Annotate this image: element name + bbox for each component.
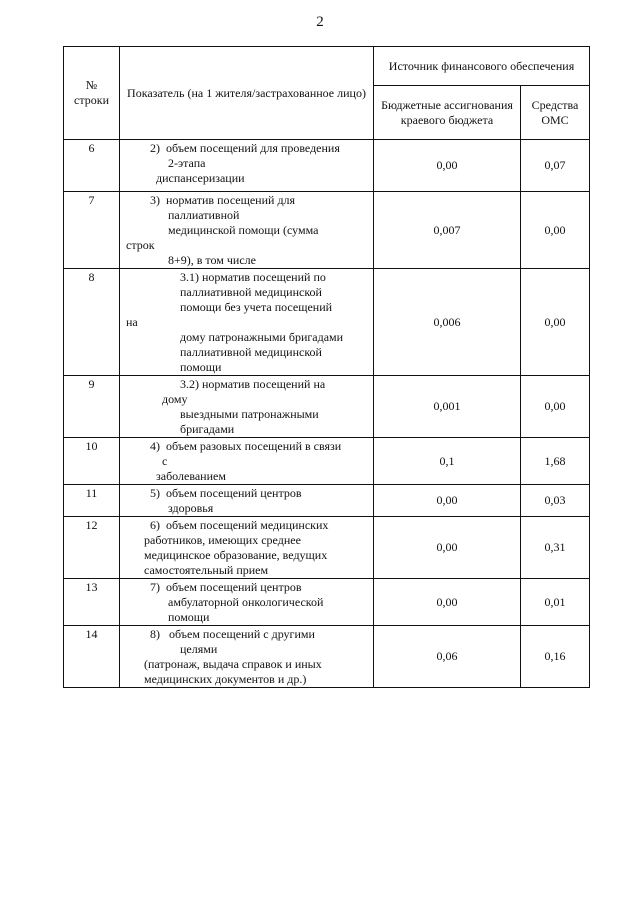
budget-value-cell (374, 579, 521, 626)
header-budget (374, 86, 521, 140)
table-body (64, 140, 590, 688)
row-number: 14 (85, 627, 98, 641)
oms-value: 0,00 (544, 314, 566, 329)
table-row (64, 438, 590, 485)
indicator-text: 7) объем посещений центров амбулаторной онкологической помощи (150, 580, 324, 624)
oms-value-cell (521, 626, 590, 688)
oms-value-cell (521, 517, 590, 579)
budget-value: 0,00 (436, 158, 458, 172)
header-budget-label: Бюджетные ассигнования краевого бюджета (381, 97, 513, 127)
budget-value-cell (374, 376, 521, 438)
budget-value: 0,06 (436, 649, 458, 663)
table-row (64, 579, 590, 626)
indicator-cell (120, 579, 374, 626)
table-row (64, 376, 590, 438)
table-row (64, 517, 590, 579)
indicator-text: 2) объем посещений для проведения 2-этапа диспансеризации (150, 141, 340, 185)
indicator-text: 4) объем разовых посещений в связи с заболеванием (150, 439, 342, 483)
header-row-number-label: № строки (74, 78, 109, 107)
oms-value: 0,01 (544, 594, 566, 609)
row-number: 13 (85, 580, 98, 594)
oms-value: 0,07 (544, 158, 566, 172)
header-source-label: Источник финансового обеспечения (388, 58, 575, 73)
table-row (64, 140, 590, 192)
budget-value-cell (374, 438, 521, 485)
header-oms-label: Средства ОМС (531, 97, 579, 127)
row-number-cell (64, 376, 120, 438)
header-indicator-label: Показатель (на 1 жителя/застрахованное лицо) (127, 85, 366, 100)
table-row (64, 192, 590, 269)
oms-value: 0,00 (544, 222, 566, 237)
indicator-cell (120, 269, 374, 376)
budget-value: 0,00 (436, 493, 458, 507)
indicator-text: 6) объем посещений медицинских работников, имеющих среднее медицинское образование, ведущих самостоятельный прием (144, 518, 329, 577)
indicator-cell (120, 140, 374, 192)
row-number: 12 (85, 518, 98, 532)
row-number-cell (64, 517, 120, 579)
row-number-cell (64, 579, 120, 626)
indicator-text: 3) норматив посещений для паллиативной медицинской помощи (сумма строк 8+9), в том числе (126, 193, 319, 267)
oms-value-cell (521, 485, 590, 517)
row-number-cell (64, 626, 120, 688)
page-number: 2 (316, 14, 324, 30)
budget-value-cell (374, 140, 521, 192)
budget-value: 0,00 (436, 594, 458, 609)
oms-value-cell (521, 438, 590, 485)
table-row (64, 626, 590, 688)
indicator-cell (120, 376, 374, 438)
oms-value-cell (521, 192, 590, 269)
row-number-cell (64, 140, 120, 192)
table-row (64, 269, 590, 376)
oms-value: 1,68 (544, 453, 566, 468)
header-indicator (120, 47, 374, 140)
budget-value: 0,006 (433, 314, 461, 329)
header-row-number (64, 47, 120, 140)
financing-table (63, 46, 590, 688)
oms-value-cell (521, 269, 590, 376)
budget-value-cell (374, 517, 521, 579)
budget-value: 0,00 (436, 540, 458, 554)
row-number: 8 (88, 270, 95, 284)
indicator-cell (120, 517, 374, 579)
row-number: 7 (88, 193, 95, 207)
budget-value-cell (374, 485, 521, 517)
oms-value: 0,00 (544, 399, 566, 413)
header-oms (521, 86, 590, 140)
row-number: 10 (85, 439, 98, 453)
row-number: 9 (88, 377, 95, 391)
oms-value: 0,16 (544, 649, 566, 663)
indicator-cell (120, 485, 374, 517)
oms-value: 0,31 (544, 540, 566, 554)
budget-value: 0,001 (433, 399, 461, 413)
row-number: 6 (88, 141, 95, 155)
budget-value: 0,007 (433, 222, 461, 237)
indicator-text: 3.2) норматив посещений на дому выездными патронажными бригадами (162, 377, 326, 436)
indicator-cell (120, 438, 374, 485)
indicator-text: 8) объем посещений с другими целями (патронаж, выдача справок и иных медицинских документов и др.) (144, 627, 322, 686)
indicator-text: 5) объем посещений центров здоровья (150, 486, 302, 515)
header-source (374, 47, 590, 86)
indicator-cell (120, 192, 374, 269)
row-number-cell (64, 485, 120, 517)
oms-value: 0,03 (544, 493, 566, 507)
table-row (64, 485, 590, 517)
indicator-cell (120, 626, 374, 688)
oms-value-cell (521, 140, 590, 192)
row-number-cell (64, 192, 120, 269)
budget-value: 0,1 (439, 453, 455, 468)
budget-value-cell (374, 192, 521, 269)
indicator-text: 3.1) норматив посещений по паллиативной медицинской помощи без учета посещений на дому патронажными бригадами паллиативной медицинской помощи (126, 270, 344, 374)
budget-value-cell (374, 269, 521, 376)
oms-value-cell (521, 579, 590, 626)
oms-value-cell (521, 376, 590, 438)
budget-value-cell (374, 626, 521, 688)
row-number-cell (64, 438, 120, 485)
row-number: 11 (85, 486, 98, 500)
row-number-cell (64, 269, 120, 376)
